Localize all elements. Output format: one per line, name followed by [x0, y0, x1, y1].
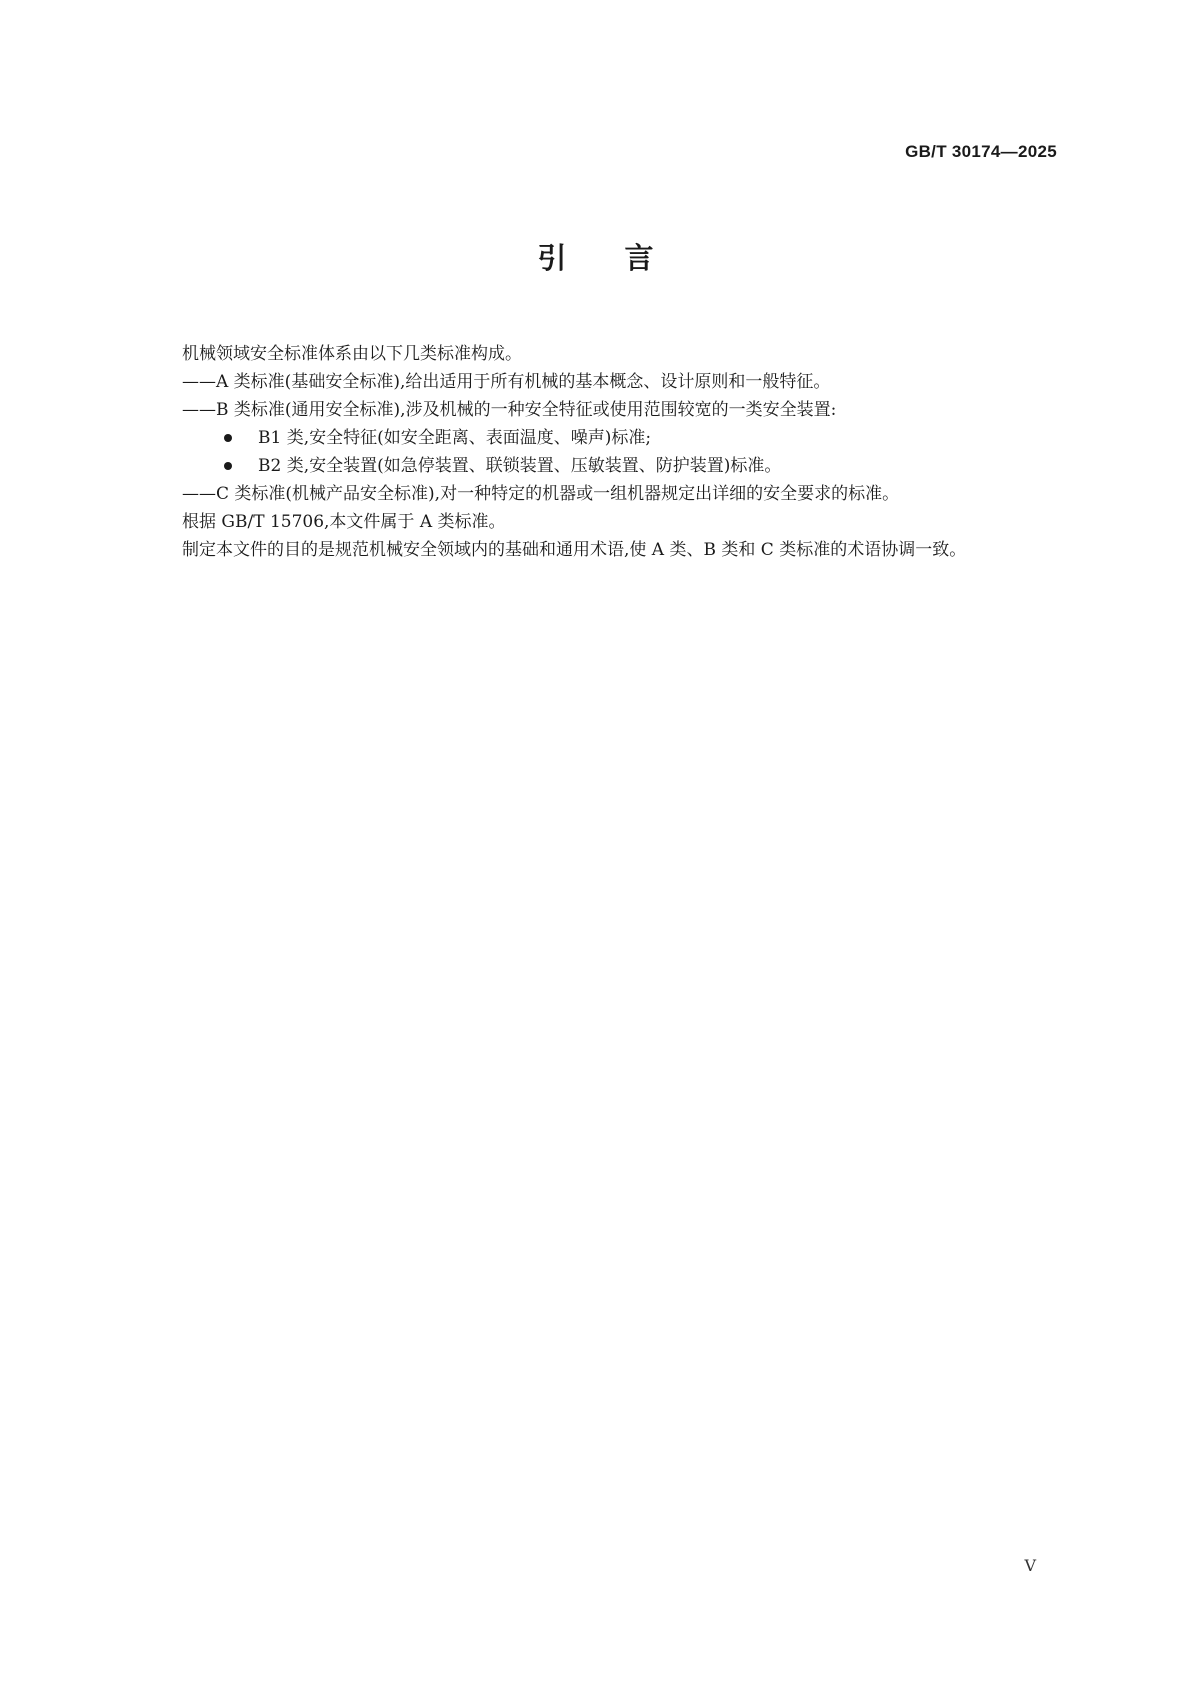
introduction-body — [146, 340, 1070, 564]
paragraph-type-b: ——B 类标准(通用安全标准),涉及机械的一种安全特征或使用范围较宽的一类安全装置: — [182, 400, 837, 420]
paragraph-reference: 根据 GB/T 15706,本文件属于 A 类标准。 — [182, 512, 506, 532]
page-title: 引言 — [537, 241, 712, 275]
list-item-b2-text: B2 类,安全装置(如急停装置、联锁装置、压敏装置、防护装置)标准。 — [258, 456, 782, 476]
list-item-b2 — [146, 452, 1070, 480]
bullet-icon — [224, 434, 232, 442]
paragraph-type-c: ——C 类标准(机械产品安全标准),对一种特定的机器或一组机器规定出详细的安全要求的标准。 — [182, 484, 900, 504]
paragraph-type-a: ——A 类标准(基础安全标准),给出适用于所有机械的基本概念、设计原则和一般特征。 — [182, 372, 831, 392]
paragraph-purpose: 制定本文件的目的是规范机械安全领域内的基础和通用术语,使 A 类、B 类和 C 类标准的术语协调一致。 — [182, 540, 967, 560]
page-number: V — [1024, 1556, 1036, 1575]
standard-number: GB/T 30174—2025 — [905, 142, 1057, 161]
list-item-b1 — [146, 424, 1070, 452]
paragraph-overview: 机械领域安全标准体系由以下几类标准构成。 — [182, 344, 522, 364]
list-item-b1-text: B1 类,安全特征(如安全距离、表面温度、噪声)标准; — [258, 428, 652, 448]
bullet-icon — [224, 462, 232, 470]
